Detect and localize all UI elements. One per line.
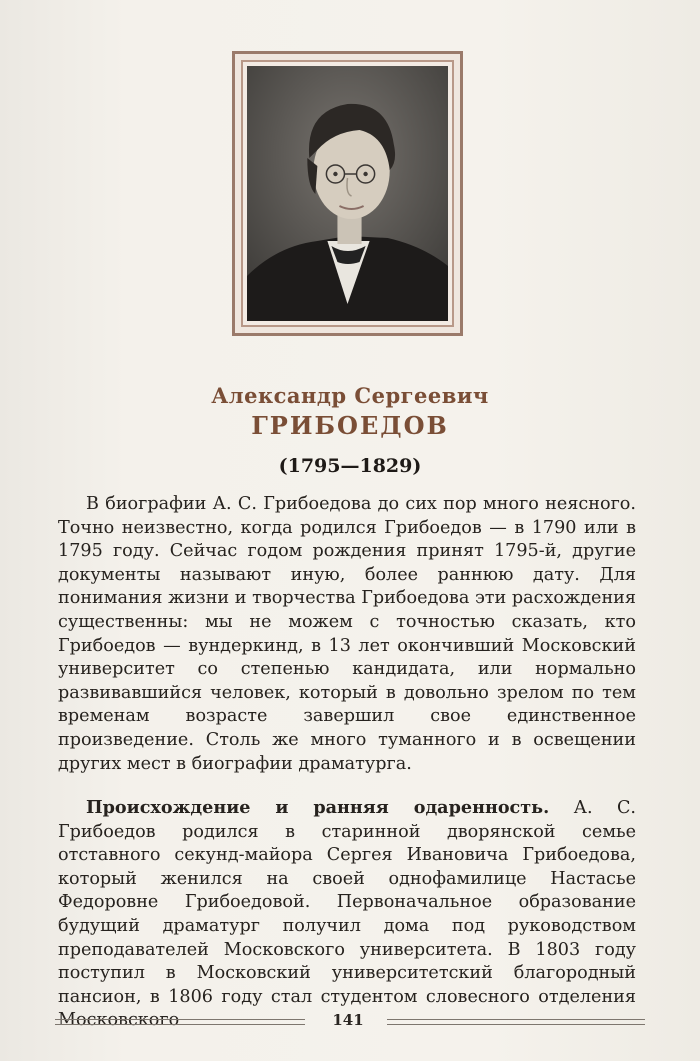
paragraph-intro-text: В биографии А. С. Грибоедова до сих пор много неясного. Точно неизвестно, когда родился Грибоедов — в 1790 или в 1795 году. Сейчас годом рождения принят 1795-й, другие документы называют иную, более раннюю дату. Для понимания жизни и творчества Грибоедова эти расхождения существенны: мы не можем с точностью сказать, кто Грибоедов — вундеркинд, в 13 лет окончивший Московский университет со степенью кандидата, или нормально развивавшийся человек, который в довольно зрелом по тем временам возрасте завершил свое единственное произведение. Столь же много туманного и в освещении других мест в биографии драматурга. — [58, 494, 636, 774]
page-footer — [55, 1010, 645, 1030]
page-number: 141 — [332, 1011, 364, 1029]
life-years: (1795—1829) — [278, 455, 422, 477]
portrait-inner-border — [241, 60, 454, 327]
paragraph-intro — [58, 493, 636, 776]
portrait-caption-surname: ГРИБОЕДОВ — [251, 411, 449, 440]
footer-rule-right — [387, 1019, 645, 1025]
paragraph-origin — [58, 796, 636, 1033]
portrait-caption-name: Александр Сергеевич — [211, 383, 489, 408]
griboedov-portrait-image — [247, 66, 448, 321]
portrait-frame — [232, 51, 463, 336]
portrait-photo — [247, 66, 448, 321]
paragraph-origin-heading: Происхождение и ранняя одаренность. — [86, 797, 550, 818]
footer-rule-left — [55, 1019, 305, 1025]
paragraph-origin-text: А. С. Грибоедов родился в старинной дворянской семье отставного секунд-майора Сергея Ивановича Грибоедова, который женился на своей однофамилице Настасье Федоровне Грибоедовой. Первоначальное образование будущий драматург получил дома под руководством преподавателей Московского университета. В 1803 году поступил в Московский университетский благородный пансион, в 1806 году стал студентом словесного отделения Московского — [58, 798, 636, 1031]
